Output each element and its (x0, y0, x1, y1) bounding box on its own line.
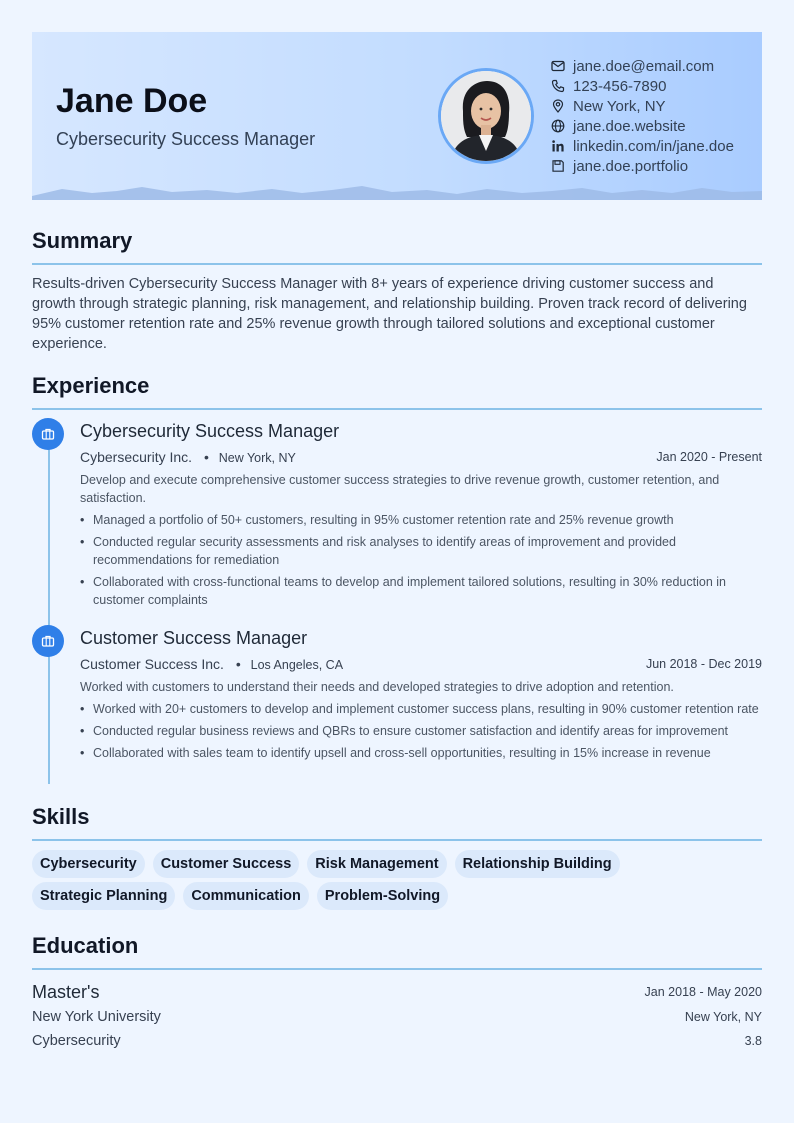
summary-divider (32, 263, 762, 265)
education-location: New York, NY (684, 1010, 762, 1024)
experience-divider (32, 408, 762, 410)
summary-heading: Summary (32, 228, 133, 253)
phone-icon (550, 78, 566, 94)
briefcase-icon (41, 427, 55, 441)
header-mountain-decoration (32, 184, 762, 200)
avatar (438, 68, 534, 164)
globe-icon (550, 118, 566, 134)
skills-heading: Skills (32, 804, 90, 829)
job-marker (32, 418, 64, 450)
mail-icon (550, 58, 566, 74)
resume-header (32, 32, 762, 200)
contact-email[interactable] (550, 56, 734, 76)
contact-email-text: jane.doe@email.com (573, 57, 715, 75)
job-title: Customer Success Manager (80, 628, 308, 648)
skills-divider (32, 839, 762, 841)
job-company-line (80, 656, 343, 672)
job-location: Los Angeles, CA (250, 658, 344, 672)
experience-heading: Experience (32, 373, 150, 398)
job-location: New York, NY (218, 451, 296, 465)
skill-chip: Customer Success (153, 850, 300, 878)
portfolio-icon (550, 158, 566, 174)
contact-phone-text: 123-456-7890 (573, 77, 667, 95)
job-marker (32, 625, 64, 657)
list-item: • Collaborated with sales team to identify upsell and cross-sell opportunities, resulting in 15% increase in revenue (80, 744, 760, 762)
skill-chip: Strategic Planning (32, 882, 175, 910)
summary-text: Results-driven Cybersecurity Success Manager with 8+ years of experience driving customer success and growth through strategic planning, risk management, and relationship building. Proven track record of delivering 95% customer retention rate and 25% revenue growth through tailored solutions and exceptional customer experience. (32, 276, 747, 352)
job-achievements (80, 511, 760, 613)
skill-chip: Risk Management (307, 850, 446, 878)
separator-dot: • (203, 449, 209, 465)
contact-website-text: jane.doe.website (573, 117, 686, 135)
list-item: • Worked with 20+ customers to develop and implement customer success plans, resulting in 90% customer retention rate (80, 700, 760, 718)
education-dates: Jan 2018 - May 2020 (644, 985, 762, 999)
job-title: Cybersecurity Success Manager (80, 421, 340, 441)
education-divider (32, 968, 762, 970)
skills-list (32, 850, 772, 914)
contact-phone[interactable] (550, 76, 734, 96)
education-field: Cybersecurity (32, 1033, 121, 1049)
education-gpa: 3.8 (744, 1034, 762, 1048)
job-achievements (80, 700, 760, 766)
skill-chip: Communication (183, 882, 309, 910)
contact-portfolio-text: jane.doe.portfolio (573, 157, 689, 175)
skill-chip: Problem-Solving (317, 882, 448, 910)
contact-list (550, 56, 734, 176)
contact-linkedin[interactable] (550, 136, 734, 156)
job-description: Worked with customers to understand their needs and developed strategies to drive adoption and retention. (80, 680, 674, 694)
education-heading: Education (32, 933, 139, 958)
candidate-name: Jane Doe (56, 82, 208, 120)
skill-chip: Relationship Building (455, 850, 620, 878)
contact-location (550, 96, 734, 116)
job-dates: Jan 2020 - Present (656, 450, 762, 464)
experience-timeline (48, 434, 50, 784)
contact-portfolio[interactable] (550, 156, 734, 176)
list-item: • Managed a portfolio of 50+ customers, resulting in 95% customer retention rate and 25% revenue growth (80, 511, 760, 529)
list-item: • Conducted regular business reviews and QBRs to ensure customer satisfaction and identify areas for improvement (80, 722, 760, 740)
contact-linkedin-text: linkedin.com/in/jane.doe (573, 137, 734, 155)
contact-location-text: New York, NY (573, 97, 666, 115)
job-company: Customer Success Inc. (80, 656, 224, 672)
skill-chip: Cybersecurity (32, 850, 145, 878)
candidate-title: Cybersecurity Success Manager (56, 129, 316, 149)
job-dates: Jun 2018 - Dec 2019 (645, 657, 762, 671)
list-item: • Conducted regular security assessments and risk analyses to identify areas of improvement and provided recommendations for remediation (80, 533, 760, 569)
linkedin-icon (550, 138, 566, 154)
contact-website[interactable] (550, 116, 734, 136)
job-description: Develop and execute comprehensive customer success strategies to drive revenue growth, customer retention, and satisfaction. (80, 473, 720, 505)
separator-dot: • (235, 656, 241, 672)
job-company-line (80, 449, 296, 465)
job-company: Cybersecurity Inc. (80, 449, 193, 465)
briefcase-icon (41, 634, 55, 648)
list-item: • Collaborated with cross-functional teams to develop and implement tailored solutions, resulting in 30% reduction in customer complaints (80, 573, 760, 609)
location-pin-icon (550, 98, 566, 114)
education-degree: Master's (32, 982, 100, 1002)
education-school: New York University (32, 1009, 161, 1025)
